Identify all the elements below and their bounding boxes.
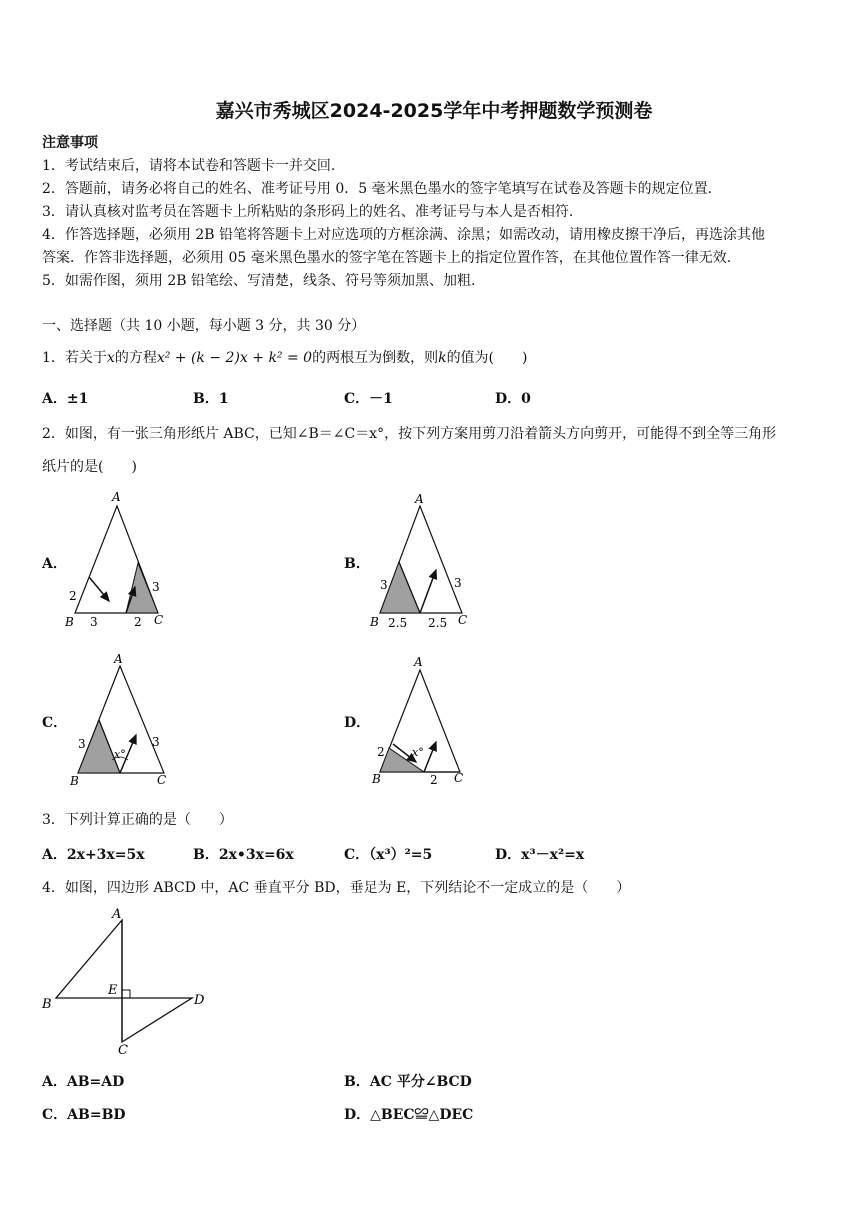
vertex-c-label: C — [458, 613, 468, 627]
q1-option-b[interactable]: B．1 — [193, 391, 229, 407]
q2-option-b[interactable]: B． — [344, 556, 370, 572]
side-label: 2.5 — [388, 616, 408, 630]
vertex-c-label: C — [454, 771, 464, 785]
q1-post: 的两根互为倒数，则 — [312, 350, 439, 366]
question-3: 3．下列计算正确的是（ ） — [42, 812, 233, 828]
q1-var-k: k — [438, 350, 447, 366]
side-label: 3 — [152, 580, 160, 594]
side-label: 3 — [380, 578, 388, 592]
side-label: 3 — [454, 576, 462, 590]
q4-option-a[interactable]: A．AB=AD — [42, 1074, 125, 1090]
side-label: 3 — [90, 615, 98, 629]
question-2-line1: 2．如图，有一张三角形纸片 ABC，已知∠B＝∠C＝x°，按下列方案用剪刀沿着箭头方向剪开，可能得不到全等三角形 — [42, 426, 777, 442]
q2-figure-b — [362, 488, 482, 638]
notice-item: 答案．作答非选择题，必须用 05 毫米黑色墨水的签字笔在答题卡上的指定位置作答，在其他位置作答一律无效. — [42, 250, 732, 266]
notice-item: 3．请认真核对监考员在答题卡上所粘贴的条形码上的姓名、准考证号与本人是否相符. — [42, 204, 574, 220]
q1-option-c[interactable]: C．－1 — [344, 391, 393, 407]
page-title: 嘉兴市秀城区2024-2025学年中考押题数学预测卷 — [215, 100, 653, 122]
q4-option-b[interactable]: B．AC 平分∠BCD — [344, 1074, 472, 1090]
vertex-d-label: D — [194, 993, 205, 1008]
q1-var-x: x — [106, 350, 115, 366]
section-heading: 一、选择题（共 10 小题，每小题 3 分，共 30 分） — [42, 318, 366, 334]
q4-figure — [38, 902, 218, 1062]
q4-option-d[interactable]: D．△BEC≌△DEC — [344, 1107, 474, 1123]
angle-label: x° — [412, 746, 424, 759]
q1-pre: 1．若关于 — [42, 350, 107, 366]
side-label: 2.5 — [428, 616, 448, 630]
q3-option-a[interactable]: A．2x+3x=5x — [42, 847, 145, 863]
q1-option-a[interactable]: A．±1 — [42, 391, 89, 407]
question-4: 4．如图，四边形 ABCD 中，AC 垂直平分 BD，垂足为 E，下列结论不一定成立的是（ ） — [42, 880, 631, 896]
side-label: 3 — [152, 735, 160, 749]
vertex-a-label: A — [415, 492, 424, 506]
notice-item: 4．作答选择题，必须用 2B 铅笔将答题卡上对应选项的方框涂满、涂黑；如需改动，请用橡皮擦干净后，再选涂其他 — [42, 227, 765, 243]
notice-item: 2．答题前，请务必将自己的姓名、准考证号用 0．5 毫米黑色墨水的签字笔填写在试卷及答题卡的规定位置. — [42, 181, 713, 197]
q3-option-d[interactable]: D．x³－x²=x — [495, 847, 585, 863]
vertex-b-label: B — [65, 615, 74, 629]
vertex-a-label: A — [414, 655, 423, 669]
q2-figure-c — [62, 648, 182, 798]
q3-option-c[interactable]: C．（x³）²=5 — [344, 847, 433, 863]
q2-figure-a — [60, 488, 180, 638]
side-label: 2 — [430, 773, 438, 787]
vertex-e-label: E — [108, 983, 118, 998]
q2-option-a[interactable]: A． — [42, 556, 67, 572]
side-label: 2 — [134, 615, 142, 629]
vertex-c-label: C — [118, 1043, 128, 1058]
vertex-b-label: B — [372, 772, 381, 786]
q2-option-c[interactable]: C． — [42, 715, 68, 731]
vertex-c-label: C — [157, 773, 167, 787]
vertex-a-label: A — [112, 490, 121, 504]
notice-item: 1．考试结束后，请将本试卷和答题卡一并交回. — [42, 158, 336, 174]
q2-figure-d — [362, 652, 482, 802]
vertex-c-label: C — [154, 613, 164, 627]
angle-label: x° — [114, 748, 126, 761]
side-label: 2 — [69, 589, 77, 603]
q1-option-d[interactable]: D．0 — [495, 391, 531, 407]
vertex-b-label: B — [70, 774, 79, 788]
notice-item: 5．如需作图，须用 2B 铅笔绘、写清楚，线条、符号等须加黑、加粗. — [42, 273, 476, 289]
q1-equation: x² + (k − 2)x + k² = 0 — [156, 350, 313, 366]
q4-option-c[interactable]: C．AB=BD — [42, 1107, 126, 1123]
q1-end: 的值为( ) — [446, 350, 528, 366]
side-label: 3 — [78, 737, 86, 751]
vertex-a-label: A — [114, 652, 123, 666]
vertex-b-label: B — [370, 615, 379, 629]
question-2-line2: 纸片的是( ) — [42, 459, 137, 475]
q1-mid: 的方程 — [114, 350, 157, 366]
vertex-b-label: B — [42, 997, 52, 1012]
q2-option-d[interactable]: D． — [344, 715, 371, 731]
q3-option-b[interactable]: B．2x•3x=6x — [193, 847, 294, 863]
question-1 — [42, 347, 528, 367]
vertex-a-label: A — [112, 907, 122, 922]
side-label: 2 — [377, 745, 385, 759]
notice-heading: 注意事项 — [42, 135, 98, 151]
